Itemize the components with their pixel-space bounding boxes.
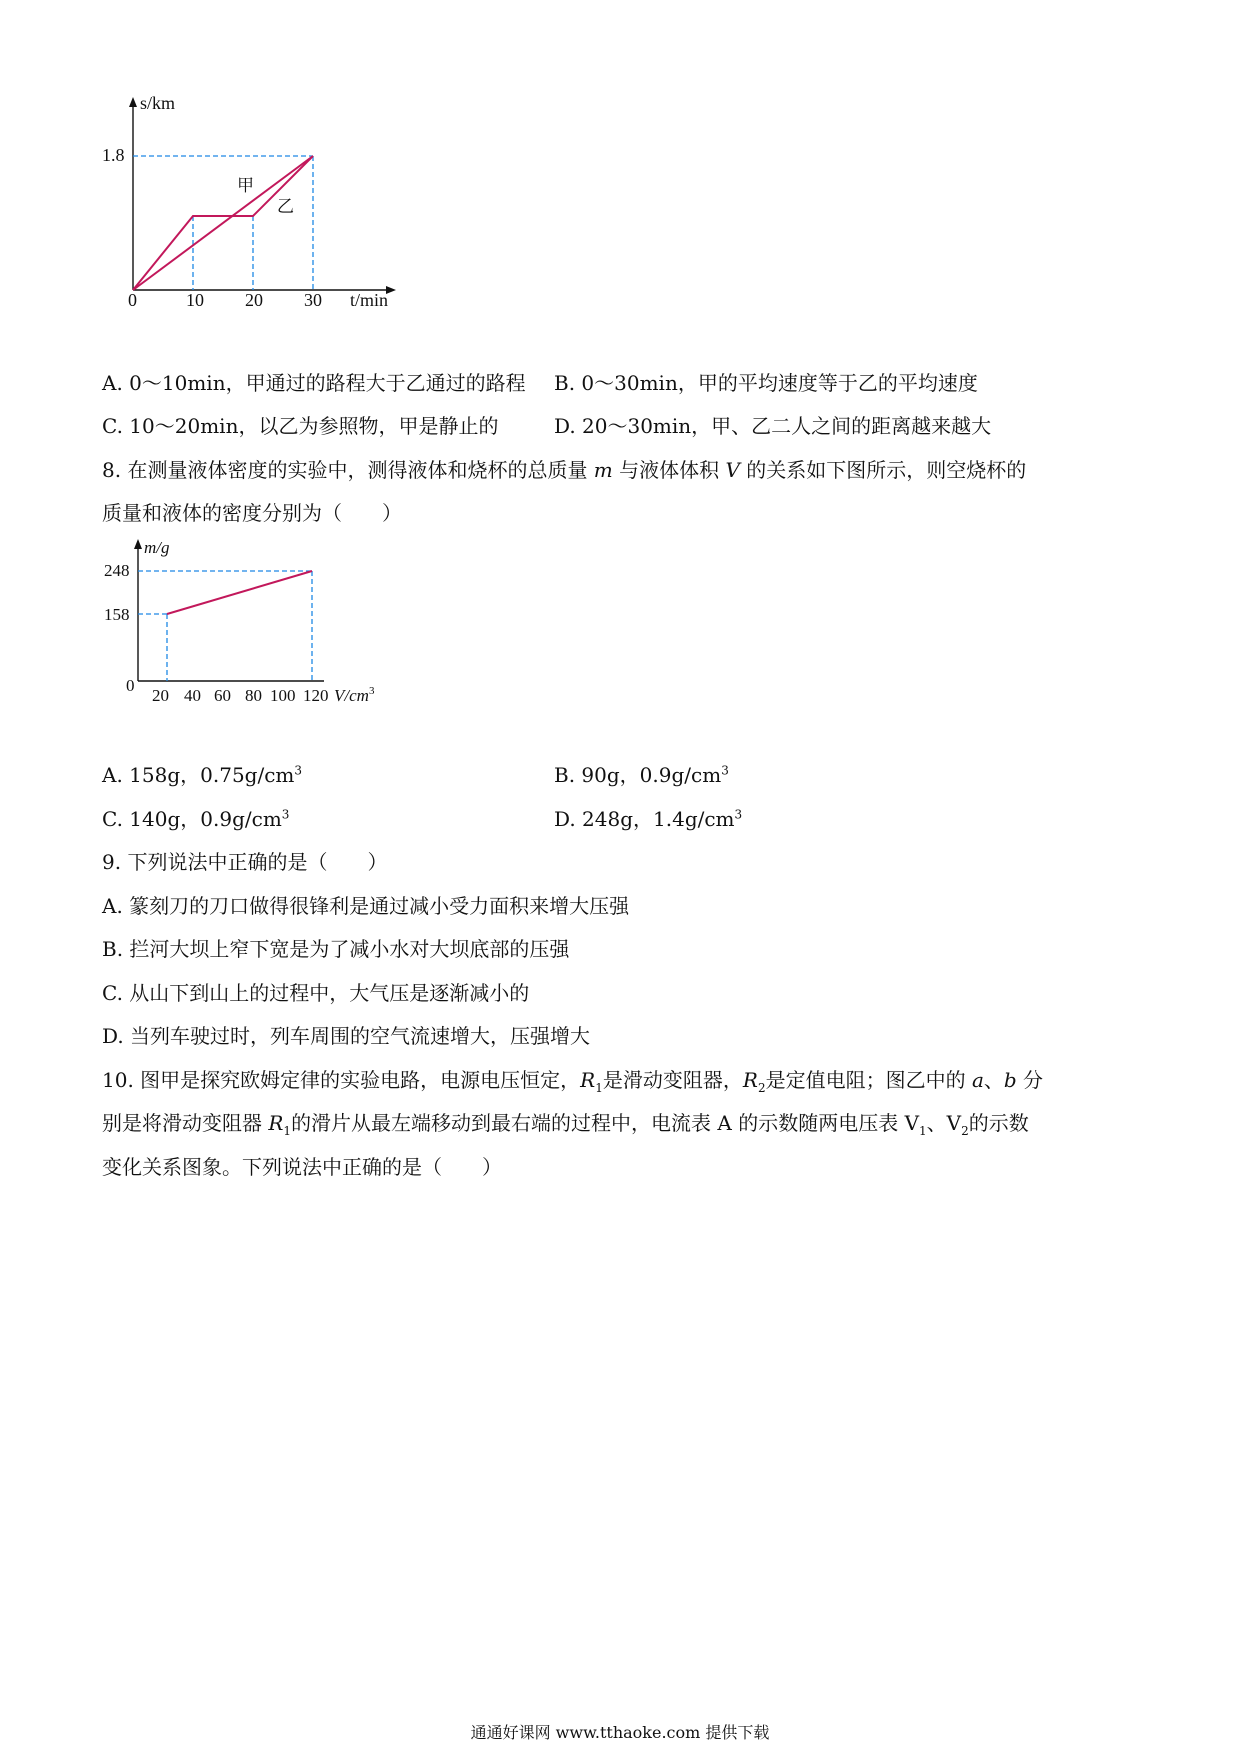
page-footer: 通通好课网 www.tthaoke.com 提供下载 [470, 1723, 770, 1742]
y-tick-label: 1.8 [102, 145, 125, 165]
x-axis-label-exp: 3 [368, 685, 375, 697]
q8-option-c-text: C. 140g，0.9g/cm [102, 807, 282, 831]
q8-option-a-exp: 3 [294, 763, 303, 778]
x-tick-label: 20 [152, 686, 169, 705]
y-axis-arrow [134, 539, 142, 549]
q10-stem-line3: 变化关系图象。下列说法中正确的是（ ） [102, 1155, 502, 1179]
q8-option-d [554, 805, 742, 833]
q8-option-b [554, 761, 729, 789]
x-axis-label: t/min [350, 290, 389, 310]
x-tick-label: 80 [245, 686, 262, 705]
y-tick-label: 0 [126, 676, 135, 695]
x-tick-label: 40 [184, 686, 201, 705]
q8-option-c-exp: 3 [281, 807, 290, 822]
x-tick-label: 10 [186, 290, 204, 310]
q8-var-m: m [593, 458, 613, 482]
q10-sub: 2 [757, 1081, 766, 1095]
q10-stem-line2 [102, 1109, 1029, 1137]
q10-text: 是滑动变阻器， [602, 1068, 743, 1092]
q8-stem-line2: 质量和液体的密度分别为（ ） [102, 501, 402, 525]
q8-text: 8. 在测量液体密度的实验中，测得液体和烧杯的总质量 [102, 458, 594, 482]
q10-var-b: b [1003, 1068, 1017, 1092]
x-tick-label: 0 [128, 290, 137, 310]
q10-sub: 1 [595, 1081, 603, 1095]
q10-text: 别是将滑动变阻器 [102, 1111, 269, 1135]
q10-var-a: a [971, 1068, 984, 1092]
st-chart [100, 95, 460, 355]
q10-text: 、 [983, 1068, 1004, 1092]
series-label-jia: 甲 [237, 176, 254, 195]
q10-stem-line1 [102, 1066, 1043, 1094]
y-axis-arrow [129, 97, 137, 107]
q10-text: 、V [926, 1111, 962, 1135]
x-tick-label: 30 [304, 290, 322, 310]
q10-var-r: R [268, 1111, 284, 1135]
series-mass-line [167, 571, 312, 614]
q10-var-r: R [742, 1068, 758, 1092]
q8-var-v: V [725, 458, 740, 482]
x-tick-label: 60 [214, 686, 231, 705]
x-tick-label: 20 [245, 290, 263, 310]
q8-text: 的关系如下图所示，则空烧杯的 [739, 458, 1027, 482]
q8-stem-line1 [102, 456, 1026, 484]
q9-stem: 9. 下列说法中正确的是（ ） [102, 850, 388, 874]
q10-text: 是定值电阻；图乙中的 [765, 1068, 972, 1092]
q8-option-d-exp: 3 [734, 807, 743, 822]
q10-sub: 1 [919, 1124, 927, 1138]
q9-option-b: B. 拦河大坝上窄下宽是为了减小水对大坝底部的压强 [102, 937, 570, 961]
y-tick-label: 158 [104, 605, 130, 624]
q10-sub: 1 [283, 1124, 292, 1138]
q7-option-b: B. 0～30min，甲的平均速度等于乙的平均速度 [554, 371, 978, 395]
q7-option-d: D. 20～30min，甲、乙二人之间的距离越来越大 [554, 414, 992, 438]
q8-option-a [102, 761, 302, 789]
q8-option-b-exp: 3 [721, 763, 729, 778]
x-axis-label [334, 685, 375, 705]
q9-option-a: A. 篆刻刀的刀口做得很锋利是通过减小受力面积来增大压强 [102, 894, 630, 918]
y-tick-label: 248 [104, 561, 130, 580]
series-jia-line [133, 156, 313, 290]
q10-text: 的滑片从最左端移动到最右端的过程中，电流表 A 的示数随两电压表 V [291, 1111, 920, 1135]
q10-text: 10. 图甲是探究欧姆定律的实验电路，电源电压恒定， [102, 1068, 581, 1092]
x-tick-label: 100 [270, 686, 296, 705]
q10-var-r: R [580, 1068, 596, 1092]
q8-option-d-text: D. 248g，1.4g/cm [554, 807, 735, 831]
q9-option-d: D. 当列车驶过时，列车周围的空气流速增大，压强增大 [102, 1024, 591, 1048]
q10-text: 的示数 [968, 1111, 1029, 1135]
y-axis-label: s/km [140, 95, 176, 113]
x-tick-label: 120 [303, 686, 329, 705]
x-axis-label-text: V/cm [334, 686, 369, 705]
q8-option-c [102, 805, 289, 833]
series-label-yi: 乙 [277, 197, 294, 216]
q9-option-c: C. 从山下到山上的过程中，大气压是逐渐减小的 [102, 981, 530, 1005]
q7-option-c: C. 10～20min，以乙为参照物，甲是静止的 [102, 414, 499, 438]
y-axis-label: m/g [144, 538, 170, 557]
mv-chart [100, 535, 400, 715]
q7-option-a: A. 0～10min，甲通过的路程大于乙通过的路程 [102, 371, 526, 395]
q8-option-a-text: A. 158g，0.75g/cm [102, 763, 295, 787]
q8-option-b-text: B. 90g，0.9g/cm [554, 763, 722, 787]
q10-sub: 2 [961, 1124, 969, 1138]
q10-text: 分 [1016, 1068, 1044, 1092]
q8-text: 与液体体积 [612, 458, 726, 482]
